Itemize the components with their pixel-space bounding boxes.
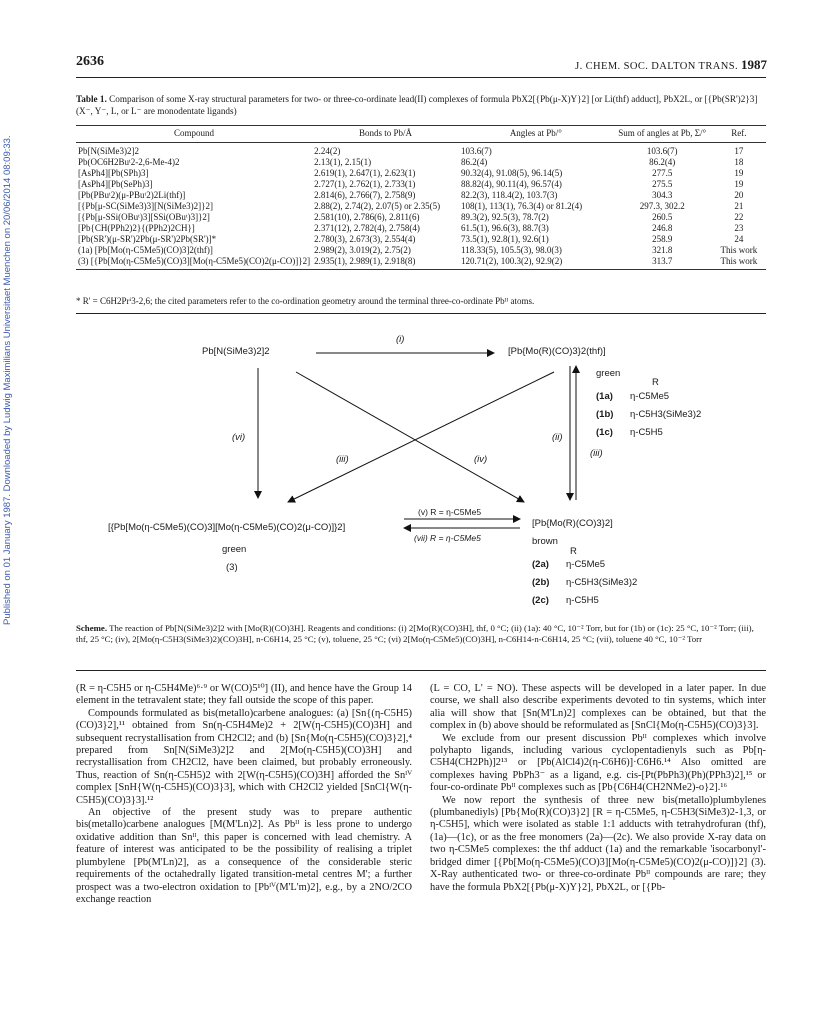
scheme-r-entry (532, 592, 637, 610)
table-cell: 17 (734, 146, 744, 156)
table-cell: This work (720, 245, 758, 255)
table-cell: 321.8 (652, 245, 673, 255)
table-row (76, 256, 766, 270)
table-cell: 103.6(7) (646, 146, 678, 156)
scheme-r1-list (596, 388, 701, 442)
paragraph: An objective of the present study was to prepare authentic bis(metallo)carbene analogues [M(M'Ln)2]. As Pbᴵᴵ is less prone to undergo oxidative addition than Snᴵᴵ, this paper is concerned with lead chemistry. A feature of interest was anticipated to be the possibility of realising a triplet plumbylene [Pb(M'Ln)2], as a consequence of the considerable steric requirements of the octahedrally ligated transition-metal centres M'; a further prospect was a two-electron oxidation to [Pbᴵⱽ(M'L'm)2], e.g., by a 2NO/2CO exchange reaction (76, 807, 412, 905)
table-cell: 86.2(4) (461, 157, 488, 167)
paragraph: We now report the synthesis of three new bis(metallo)plumbylenes (plumbanediyls) [Pb{Mo(R)(CO)3}2] [R = η-C5Me5, η-C5H3(SiMe3)2-1,3, or η-C5H5], which were isolated as stable 1:1 adducts with tetrahydrofuran (thf), (1a)—(1c), or as the free monomers (2a)—(2c). We also provide X-ray data on two η-C5Me5 complexes: the thf adduct (1a) and the remarkable 'isocarbonyl'-bridged dimer [{Pb[Mo(η-C5Me5)(CO)3][Mo(η-C5Me5)(CO)2(μ-CO)]}2] (3). X-Ray authenticated two- or three-co-ordinate Pbᴵᴵ compounds are rare; they have the formula PbX2[{Pb(μ-X)Y}2], PbX2L, or [{Pb- (430, 794, 766, 893)
body-column-right (430, 683, 766, 894)
scheme-compound-code: (2c) (532, 595, 549, 606)
table-cell: 2.727(1), 2.762(1), 2.733(1) (314, 179, 416, 189)
scheme-r-header-1: R (652, 377, 659, 388)
scheme-r-entry (532, 574, 637, 592)
scheme-step-iv: (iv) (474, 454, 488, 465)
table-cell: 297.3, 302.2 (639, 201, 685, 211)
table-cell: 304.3 (652, 190, 673, 200)
scheme-r-group: η-C5H5 (566, 595, 599, 606)
header-rule (76, 77, 766, 78)
table-cell: 277.5 (652, 168, 673, 178)
table-cell: 21 (734, 201, 744, 211)
col-compound: Compound (76, 126, 312, 143)
scheme-step-i: (i) (396, 334, 405, 345)
col-bonds: Bonds to Pb/Å (312, 126, 459, 143)
journal-name: J. CHEM. SOC. DALTON TRANS. (575, 61, 738, 72)
table-cell: Pb[N(SiMe3)2]2 (78, 146, 139, 156)
table-cell: 24 (734, 234, 744, 244)
reaction-scheme (76, 320, 766, 620)
col-angles: Angles at Pb/° (459, 126, 613, 143)
scheme-r-group: η-C5H3(SiMe3)2 (630, 409, 702, 420)
scheme-product-2-colour: brown (532, 536, 558, 547)
scheme-r-entry (596, 424, 701, 442)
table-end-rule (76, 313, 766, 314)
scheme-step-v: (v) R = η-C5Me5 (418, 507, 482, 517)
paragraph: Compounds formulated as bis(metallo)carbene analogues: (a) [Sn{(η-C5H5)(CO)3}2],¹¹ obtained from Sn(η-C5H4Me)2 + 2[W(η-C5H5)(CO)3H] and subsequent recrystallisation from CH2Cl2; and (b) [Sn{Mo(η-C5H5)(CO)3}2],⁴ prepared from Sn[N(SiMe3)2]2 and 2[Mo(η-C5H5)(CO)3H] and recrystallisation from CH2Cl2, have been claimed, but probably erroneously. Thus, reaction of Sn(η-C5H5)2 with 2[W(η-C5H5)(CO)3H] afforded the Snᴵⱽ complex [SnH{W(η-C5H5)(CO)3}3], which with CH2Cl2 yielded [SnCl{W(η-C5H5)(CO)3}3].¹² (76, 707, 412, 806)
table-cell: 258.9 (652, 234, 673, 244)
table-cell: 103.6(7) (461, 146, 492, 156)
scheme-r-header-2: R (570, 546, 577, 557)
table-cell: 2.619(1), 2.647(1), 2.623(1) (314, 168, 416, 178)
table-cell: (1a) [Pb[Mo(η-C5Me5)(CO)3]2(thf)] (78, 245, 213, 255)
scheme-caption-text: The reaction of Pb[N(SiMe3)2]2 with [Mo(R)(CO)3H]. Reagents and conditions: (i) 2[Mo(R)(CO)3H], thf, 0 °C; (ii) (1a): 40 °C, 10⁻² Torr, but for (1b) or (1c): 25 °C, 10⁻² Torr; (iii), thf, 25 °C; (iv), 2[Mo(η-C5H3(SiMe3)2)(CO)3H], n-C6H14, 25 °C; (v), toluene, 25 °C; (vi) 2[Mo(η-C5Me5)(CO)3H], n-C6H14-n-C6H14, 25 °C; (vii), toluene 40 °C, 10⁻² Torr (76, 623, 754, 644)
scheme-step-ii: (ii) (552, 432, 563, 443)
table-cell: 2.13(1), 2.15(1) (314, 157, 372, 167)
table-cell: 118.33(5), 105.5(3), 98.0(3) (461, 245, 562, 255)
scheme-dimer: [{Pb[Mo(η-C5Me5)(CO)3][Mo(η-C5Me5)(CO)2(μ-CO)]}2] (108, 522, 346, 533)
scheme-r-entry (596, 388, 701, 406)
page-number: 2636 (76, 54, 104, 69)
scheme-arrows (76, 320, 766, 620)
table-cell: 73.5(1), 92.8(1), 92.6(1) (461, 234, 549, 244)
arrow-step-iii (288, 372, 554, 502)
table-cell: 18 (734, 157, 744, 167)
table-cell: 19 (734, 168, 744, 178)
table-cell: 108(1), 113(1), 76.3(4) or 81.2(4) (461, 201, 583, 211)
table-row (76, 143, 766, 158)
table-row (76, 190, 766, 201)
scheme-product-2: [Pb{Mo(R)(CO)3}2] (532, 518, 613, 529)
scheme-compound-code: (2b) (532, 577, 550, 588)
scheme-product-1: [Pb{Mo(R)(CO)3}2(thf)] (508, 346, 606, 357)
table-cell: 2.581(10), 2.786(6), 2.811(6) (314, 212, 420, 222)
table-cell: 61.5(1), 96.6(3), 88.7(3) (461, 223, 549, 233)
table-cell: 2.371(12), 2.782(4), 2.758(4) (314, 223, 420, 233)
scheme-end-rule (76, 670, 766, 671)
table-cell: 2.88(2), 2.74(2), 2.07(5) or 2.35(5) (314, 201, 441, 211)
journal-year: 1987 (741, 57, 767, 72)
scheme-compound-code: (2a) (532, 559, 549, 570)
col-sum: Sum of angles at Pb, Σ/° (613, 126, 712, 143)
table-cell: Pb(OC6H2Buᵗ2-2,6-Me-4)2 (78, 157, 180, 167)
scheme-compound-code: (1c) (596, 427, 613, 438)
table-label: Table 1. (76, 94, 107, 104)
scheme-r-entry (596, 406, 701, 424)
table-cell: [Pb(SR')(μ-SR')2Pb(μ-SR')2Pb(SR')]* (78, 234, 217, 244)
scheme-caption (76, 623, 766, 645)
scheme-r-group: η-C5H3(SiMe3)2 (566, 577, 638, 588)
table-cell: 313.7 (613, 256, 712, 270)
download-watermark[interactable]: Published on 01 January 1987. Downloaded by Ludwig Maximilians Universitaet Muenchen on 20/06/2014 08:09:33. (2, 135, 13, 625)
table-cell: 20 (734, 190, 744, 200)
scheme-dimer-code: (3) (226, 562, 238, 573)
table-cell: 22 (734, 212, 744, 222)
scheme-r-entry (532, 556, 637, 574)
table-row (76, 223, 766, 234)
scheme-step-iii: (iii) (336, 454, 349, 465)
scheme-r-group: η-C5Me5 (630, 391, 670, 402)
table-row (76, 234, 766, 245)
table-caption (76, 93, 766, 117)
structural-parameters-table (76, 125, 766, 270)
scheme-starting-material: Pb[N(SiMe3)2]2 (202, 346, 270, 357)
table-cell: [Pb(PBuᵗ2)(μ-PBuᵗ2)2Li(thf)] (78, 190, 186, 200)
scheme-caption-label: Scheme. (76, 623, 108, 633)
table-cell: [{Pb[μ-SSi(OBuᵗ)3][SSi(OBuᵗ)3]}2] (78, 212, 210, 222)
running-head (575, 57, 767, 73)
table-header-row (76, 126, 766, 143)
paragraph: We exclude from our present discussion Pbᴵᴵ complexes which involve polyhapto ligands, including various cyclopentadienyls such as Pb[η-C5H4(CH2Ph)]2¹³ or [Pb(AlCl4)2(η-C6H6)]·C6H6.¹⁴ Also omitted are complexes having PbPh3⁻ as a ligand, e.g. cis-[Pt(PbPh3)(Ph)(PPh3)2],¹⁵ or four-co-ordinate Pbᴵᴵ complexes such as [Pb{C6H4(CH2NMe2)-o}2].¹⁶ (430, 732, 766, 794)
table-cell: 2.935(1), 2.989(1), 2.918(8) (312, 256, 459, 270)
table-row (76, 179, 766, 190)
table-cell: [{Pb[μ-SC(SiMe3)3][N(SiMe3)2]}2] (78, 201, 213, 211)
col-ref: Ref. (712, 126, 766, 143)
table-cell: 19 (734, 179, 744, 189)
scheme-r2-list (532, 556, 637, 610)
table-row (76, 245, 766, 256)
table-cell: 88.82(4), 90.11(4), 96.57(4) (461, 179, 562, 189)
scheme-r-group: η-C5Me5 (566, 559, 606, 570)
table-cell: 86.2(4) (649, 157, 676, 167)
table-cell: 275.5 (652, 179, 673, 189)
table-cell: 2.814(6), 2.766(7), 2.758(9) (314, 190, 416, 200)
scheme-compound-code: (1b) (596, 409, 614, 420)
table-cell: 23 (734, 223, 744, 233)
table-row (76, 212, 766, 223)
table-cell: (3) [{Pb[Mo(η-C5Me5)(CO)3][Mo(η-C5Me5)(CO)2(μ-CO)]}2] (76, 256, 312, 270)
table-cell: This work (712, 256, 766, 270)
table-cell: 82.2(3), 118.4(2), 103.7(3) (461, 190, 558, 200)
paragraph: (R = η-C5H5 or η-C5H4Me)⁶·⁹ or W(CO)5¹⁰] (II), and hence have the Group 14 element in the tetravalent state; they fall outside the scope of this paper. (76, 683, 412, 707)
table-cell: 2.24(2) (314, 146, 341, 156)
table-cell: [Pb{CH(PPh2)2}{(PPh2)2CH}] (78, 223, 195, 233)
table-cell: 120.71(2), 100.3(2), 92.9(2) (459, 256, 613, 270)
body-column-left (76, 683, 412, 906)
table-cell: [AsPh4][Pb(SPh)3] (78, 168, 149, 178)
paragraph: (L = CO, L' = NO). These aspects will be developed in a later paper. In due course, we shall also describe experiments devoted to tin systems, which inter alia will show that [Sn(M'Ln)2] complexes can be obtained, but that the complex in (b) above should be reformulated as [SnCl{Mo(η-C5H5)(CO)3}3]. (430, 683, 766, 732)
scheme-product-1-colour: green (596, 368, 621, 379)
table-cell: 89.3(2), 92.5(3), 78.7(2) (461, 212, 549, 222)
table-cell: 260.5 (652, 212, 673, 222)
table-row (76, 157, 766, 168)
scheme-dimer-colour: green (222, 544, 247, 555)
scheme-step-vii: (vii) R = η-C5Me5 (414, 533, 481, 543)
scheme-step-vi: (vi) (232, 432, 246, 443)
table-cell: 2.989(2), 3.019(2), 2.75(2) (314, 245, 411, 255)
table-cell: 246.8 (652, 223, 673, 233)
table-cell: 2.780(3), 2.673(3), 2.554(4) (314, 234, 416, 244)
arrow-step-iv (296, 372, 524, 502)
scheme-r-group: η-C5H5 (630, 427, 663, 438)
table-cell: [AsPh4][Pb(SePh)3] (78, 179, 153, 189)
table-row (76, 201, 766, 212)
scheme-compound-code: (1a) (596, 391, 613, 402)
table-cell: 90.32(4), 91.08(5), 96.14(5) (461, 168, 563, 178)
scheme-step-iii-right: (iii) (590, 448, 603, 459)
table-footnote: * R' = C6H2Prⁱ3-2,6; the cited parameters refer to the co-ordination geometry around the terminal three-co-ordinate Pbᴵᴵ atoms. (76, 296, 535, 306)
table-caption-text: Comparison of some X-ray structural parameters for two- or three-co-ordinate lead(II) complexes of formula PbX2[{Pb(μ-X)Y}2] [or Li(thf) adduct], PbX2L, or [{Pb(SR')2}3] (X⁻, Y⁻, L, or L⁻ are monodentate ligands) (76, 94, 758, 116)
table-row (76, 168, 766, 179)
